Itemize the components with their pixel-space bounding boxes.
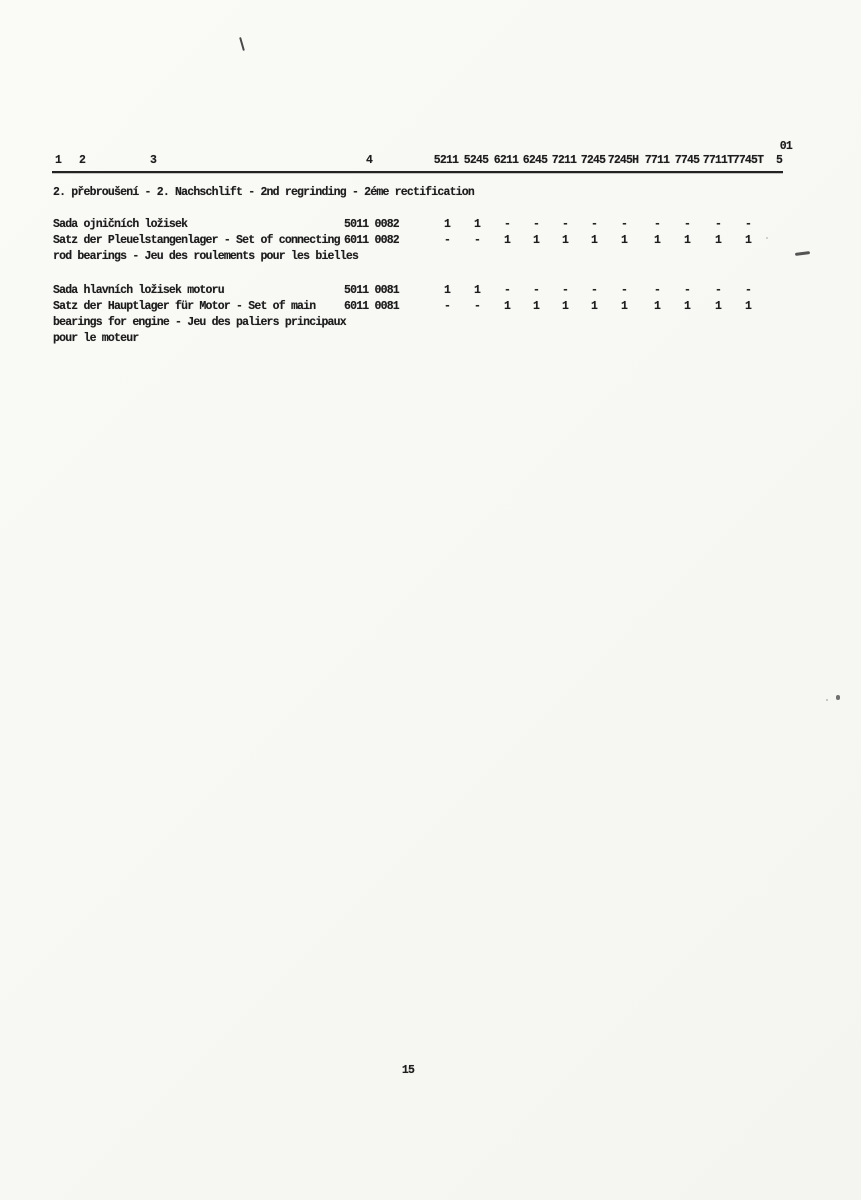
model-header-5211: 5211 [433,154,459,167]
model-header-6245: 6245 [522,154,548,167]
item1-qty-r2-7745T: 1 [744,234,752,247]
item1-qty-r1-7211: - [561,218,569,231]
item2-qty-r1-6211: - [503,284,511,297]
item2-line3: bearings for engine - Jeu des paliers principaux [53,316,346,329]
item2-qty-r2-7745T: 1 [744,300,752,313]
model-header-7711T: 7711T [702,154,734,167]
item2-qty-r2-7245H: 1 [620,300,628,313]
item2-qty-r1-5211: 1 [443,284,451,297]
scan-artifact-speck [826,699,828,701]
scan-artifact-speck [836,695,840,700]
item2-part-number-1: 5011 0081 [344,284,399,297]
scan-artifact-backslash [239,37,245,51]
item2-qty-r1-6245: - [532,284,540,297]
model-header-7245H: 7245H [607,154,639,167]
item2-line1: Sada hlavních ložisek motoru [53,284,224,297]
column-index-2: 2 [79,154,86,167]
item1-qty-r2-7745: 1 [683,234,691,247]
item1-qty-r2-6211: 1 [503,234,511,247]
item1-qty-r1-6245: - [532,218,540,231]
item2-qty-r2-7211: 1 [561,300,569,313]
item2-qty-r1-7711T: - [714,284,722,297]
model-header-6211: 6211 [493,154,519,167]
item1-qty-r2-7245H: 1 [620,234,628,247]
item2-qty-r2-6245: 1 [532,300,540,313]
item2-qty-r2-7711T: 1 [714,300,722,313]
model-header-5245: 5245 [463,154,489,167]
item2-line4: pour le moteur [53,332,139,345]
item2-qty-r2-7745: 1 [683,300,691,313]
item2-qty-r1-7745: - [683,284,691,297]
item1-qty-r1-7245: - [590,218,598,231]
item1-part-number-2: 6011 0082 [344,234,399,247]
item1-qty-r1-6211: - [503,218,511,231]
model-header-7745T: 7745T [732,154,764,167]
model-header-7711: 7711 [644,154,670,167]
column-index-4: 4 [366,154,373,167]
item1-qty-r2-6245: 1 [532,234,540,247]
item1-qty-r1-5245: 1 [473,218,481,231]
item2-line2: Satz der Hauptlager für Motor - Set of main [53,300,316,313]
model-header-7211: 7211 [551,154,577,167]
item2-qty-r1-7245H: - [620,284,628,297]
model-header-7245: 7245 [580,154,606,167]
item1-qty-r2-7711T: 1 [714,234,722,247]
item1-qty-r2-7211: 1 [561,234,569,247]
item1-line1: Sada ojničních ložisek [53,218,188,231]
item2-qty-r1-7745T: - [744,284,752,297]
item2-qty-r2-5245: - [473,300,481,313]
item2-qty-r1-5245: 1 [473,284,481,297]
page-number: 15 [401,1064,415,1077]
item1-qty-r2-7711: 1 [653,234,661,247]
column-index-5: 5 [775,154,783,167]
item1-qty-r1-5211: 1 [443,218,451,231]
item1-qty-r2-5245: - [473,234,481,247]
item2-qty-r2-7245: 1 [590,300,598,313]
item2-qty-r2-5211: - [443,300,451,313]
column-index-1: 1 [55,154,62,167]
column-index-3: 3 [150,154,157,167]
item2-qty-r2-7711: 1 [653,300,661,313]
item2-part-number-2: 6011 0081 [344,300,399,313]
corner-code: 01 [779,140,792,153]
item1-qty-r2-7245: 1 [590,234,598,247]
scan-artifact-speck [766,237,768,239]
section-title: 2. přebroušení - 2. Nachschlift - 2nd regrinding - 2éme rectification [53,186,474,199]
scan-artifact-dash [795,251,810,256]
item2-qty-r1-7711: - [653,284,661,297]
item2-qty-r1-7245: - [590,284,598,297]
item1-part-number-1: 5011 0082 [344,218,399,231]
item1-qty-r1-7711: - [653,218,661,231]
item1-qty-r1-7711T: - [714,218,722,231]
item2-qty-r1-7211: - [561,284,569,297]
item2-qty-r2-6211: 1 [503,300,511,313]
item1-line3: rod bearings - Jeu des roulements pour les bielles [53,250,359,263]
item1-qty-r1-7745T: - [744,218,752,231]
item1-qty-r2-5211: - [443,234,451,247]
item1-qty-r1-7245H: - [620,218,628,231]
item1-line2: Satz der Pleuelstangenlager - Set of connecting [53,234,340,247]
header-rule [52,171,783,173]
item1-qty-r1-7745: - [683,218,691,231]
model-header-7745: 7745 [674,154,700,167]
